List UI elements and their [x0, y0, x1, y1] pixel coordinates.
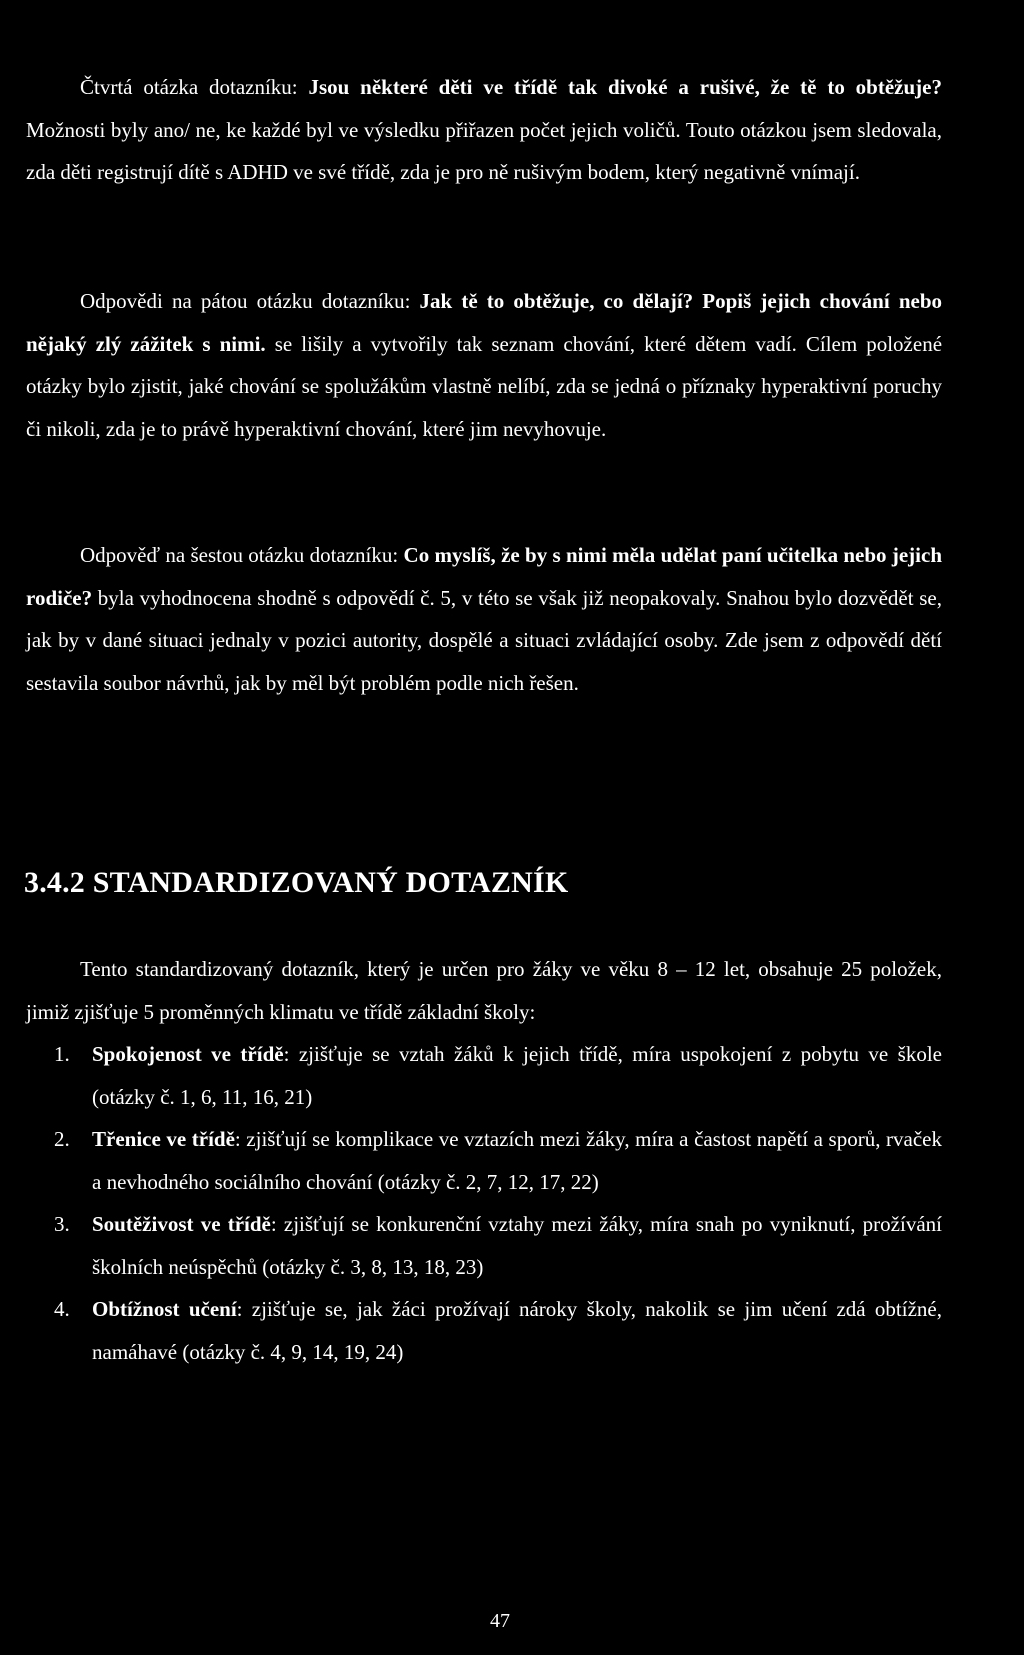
question-text: Co myslíš, že by s nimi měla udělat paní učitelka nebo jejich rodiče?: [26, 543, 942, 610]
list-item: [26, 1288, 942, 1373]
list-term: Třenice ve třídě: [92, 1127, 235, 1151]
list-item: [26, 1203, 942, 1288]
list-item: [26, 1033, 942, 1118]
intro-paragraph: [26, 948, 942, 1033]
list-number: 3.: [54, 1212, 70, 1236]
list-number: 4.: [54, 1297, 70, 1321]
question-text: Jak tě to obtěžuje, co dělají? Popiš jejich chování nebo nějaký zlý zážitek s nimi.: [26, 289, 943, 356]
list-term: Soutěživost ve třídě: [92, 1212, 271, 1236]
paragraph-question-4: [26, 66, 942, 194]
list-number: 1.: [54, 1042, 70, 1066]
list-text: : zjišťují se konkurenční vztahy mezi žáky, míra snah po vyniknutí, prožívání školních neúspěchů (otázky č. 3, 8, 13, 18, 23): [92, 1212, 942, 1279]
paragraph-question-6: [26, 534, 942, 704]
section-heading: 3.4.2 STANDARDIZOVANÝ DOTAZNÍK: [24, 866, 569, 899]
paragraph-text: Možnosti byly ano/ ne, ke každé byl ve výsledku přiřazen počet jejich voličů. Touto otázkou jsem sledovala, zda děti registrují dítě s ADHD ve své třídě, zda je pro ně rušivým bodem, který negativně vnímají.: [26, 117, 942, 184]
paragraph-text: se lišily a vytvořily tak seznam chování, které dětem vadí. Cílem položené otázky bylo zjistit, jaké chování se spolužákům vlastně nelíbí, zda se jedná o příznaky hyperaktivní poruchy či nikoli, zda je to právě hyperaktivní chování, které jim nevyhovuje.: [26, 331, 943, 441]
paragraph-text: Odpovědi na pátou otázku dotazníku:: [80, 289, 420, 313]
list-item: [26, 1118, 942, 1203]
list-number: 2.: [54, 1127, 70, 1151]
paragraph-text: Odpověď na šestou otázku dotazníku:: [80, 543, 404, 567]
list-term: Obtížnost učení: [92, 1297, 237, 1321]
paragraph-text: byla vyhodnocena shodně s odpovědí č. 5, v této se však již neopakovaly. Snahou bylo dozvědět se, jak by v dané situaci jednaly v pozici autority, dospělé a situaci zvládající osoby. Zde jsem z odpovědí dětí sestavila soubor návrhů, jak by měl být problém podle nich řešen.: [26, 585, 942, 695]
paragraph-question-5: [26, 280, 942, 450]
list-text: : zjišťuje se vztah žáků k jejich třídě, míra uspokojení z pobytu ve škole (otázky č. 1, 6, 11, 16, 21): [92, 1042, 943, 1109]
list-text: : zjišťují se komplikace ve vztazích mezi žáky, míra a častost napětí a sporů, rvaček a nevhodného sociálního chování (otázky č. 2, 7, 12, 17, 22): [92, 1127, 942, 1194]
list-term: Spokojenost ve třídě: [92, 1042, 284, 1066]
variables-list: [26, 1033, 942, 1373]
paragraph-text: Čtvrtá otázka dotazníku:: [80, 75, 309, 99]
page-number: 47: [490, 1610, 510, 1632]
paragraph-text: Tento standardizovaný dotazník, který je určen pro žáky ve věku 8 – 12 let, obsahuje 25 položek, jimiž zjišťuje 5 proměnných klimatu ve třídě základní školy:: [26, 957, 942, 1024]
question-text: Jsou některé děti ve třídě tak divoké a rušivé, že tě to obtěžuje?: [308, 75, 942, 99]
list-text: : zjišťuje se, jak žáci prožívají nároky školy, nakolik se jim učení zdá obtížné, namáhavé (otázky č. 4, 9, 14, 19, 24): [92, 1297, 942, 1364]
